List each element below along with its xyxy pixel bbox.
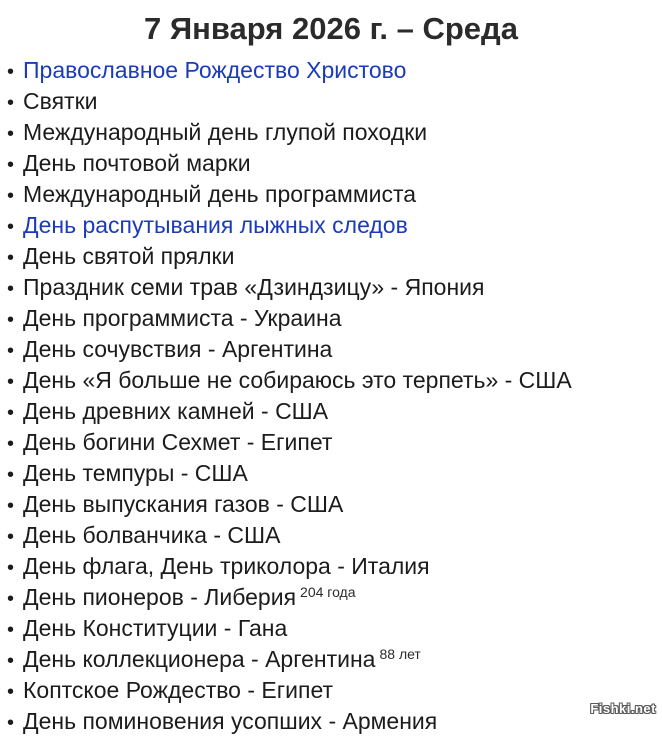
bullet-icon: • bbox=[7, 216, 15, 238]
list-item bbox=[7, 645, 662, 676]
bullet-icon: • bbox=[7, 402, 15, 424]
bullet-icon: • bbox=[7, 464, 15, 486]
bullet-icon: • bbox=[7, 247, 15, 269]
list-item bbox=[7, 459, 662, 490]
holiday-label: День пионеров - Либерия bbox=[23, 584, 297, 610]
list-item bbox=[7, 180, 662, 211]
bullet-icon: • bbox=[7, 371, 15, 393]
holiday-label: День святой прялки bbox=[23, 243, 235, 269]
bullet-icon: • bbox=[7, 123, 15, 145]
holiday-label: День богини Сехмет - Египет bbox=[23, 429, 333, 455]
holiday-label: День болванчика - США bbox=[23, 522, 281, 548]
holiday-label: День выпускания газов - США bbox=[23, 491, 344, 517]
bullet-icon: • bbox=[7, 557, 15, 579]
anniversary-superscript: 88 лет bbox=[379, 646, 421, 662]
list-item bbox=[7, 56, 662, 87]
holiday-label: День почтовой марки bbox=[23, 150, 251, 176]
bullet-icon: • bbox=[7, 278, 15, 300]
fishki-watermark: Fishki.net bbox=[590, 701, 656, 716]
bullet-icon: • bbox=[7, 185, 15, 207]
holiday-label: День флага, День триколора - Италия bbox=[23, 553, 430, 579]
bullet-icon: • bbox=[7, 61, 15, 83]
bullet-icon: • bbox=[7, 619, 15, 641]
list-item bbox=[7, 614, 662, 645]
holiday-label: Святки bbox=[23, 88, 98, 114]
list-item bbox=[7, 583, 662, 614]
anniversary-superscript: 204 года bbox=[300, 584, 356, 600]
holiday-link[interactable]: Православное Рождество Христово bbox=[23, 57, 407, 83]
bullet-icon: • bbox=[7, 340, 15, 362]
holiday-label: Праздник семи трав «Дзиндзицу» - Япония bbox=[23, 274, 485, 300]
bullet-icon: • bbox=[7, 92, 15, 114]
holiday-list bbox=[0, 56, 662, 738]
list-item bbox=[7, 397, 662, 428]
bullet-icon: • bbox=[7, 309, 15, 331]
list-item bbox=[7, 273, 662, 304]
list-item bbox=[7, 366, 662, 397]
holiday-label: День темпуры - США bbox=[23, 460, 248, 486]
bullet-icon: • bbox=[7, 681, 15, 703]
list-item bbox=[7, 242, 662, 273]
holiday-link[interactable]: День распутывания лыжных следов bbox=[23, 212, 408, 238]
bullet-icon: • bbox=[7, 650, 15, 672]
holiday-label: День «Я больше не собираюсь это терпеть» - США bbox=[23, 367, 572, 393]
holiday-label: День Конституции - Гана bbox=[23, 615, 288, 641]
bullet-icon: • bbox=[7, 433, 15, 455]
list-item bbox=[7, 211, 662, 242]
holiday-label: День сочувствия - Аргентина bbox=[23, 336, 333, 362]
list-item bbox=[7, 521, 662, 552]
bullet-icon: • bbox=[7, 526, 15, 548]
bullet-icon: • bbox=[7, 712, 15, 734]
list-item bbox=[7, 87, 662, 118]
list-item bbox=[7, 304, 662, 335]
holiday-label: День поминовения усопших - Армения bbox=[23, 708, 438, 734]
list-item bbox=[7, 118, 662, 149]
bullet-icon: • bbox=[7, 154, 15, 176]
holiday-label: День древних камней - США bbox=[23, 398, 329, 424]
list-item bbox=[7, 707, 662, 738]
bullet-icon: • bbox=[7, 588, 15, 610]
bullet-icon: • bbox=[7, 495, 15, 517]
holiday-label: Коптское Рождество - Египет bbox=[23, 677, 334, 703]
list-item bbox=[7, 149, 662, 180]
holiday-label: День программиста - Украина bbox=[23, 305, 342, 331]
list-item bbox=[7, 428, 662, 459]
holiday-label: Международный день глупой походки bbox=[23, 119, 428, 145]
holiday-page bbox=[0, 10, 662, 738]
holiday-label: Международный день программиста bbox=[23, 181, 417, 207]
list-item bbox=[7, 490, 662, 521]
list-item bbox=[7, 335, 662, 366]
list-item bbox=[7, 552, 662, 583]
list-item bbox=[7, 676, 662, 707]
holiday-label: День коллекционера - Аргентина bbox=[23, 646, 376, 672]
page-title: 7 Января 2026 г. – Среда bbox=[144, 11, 518, 46]
